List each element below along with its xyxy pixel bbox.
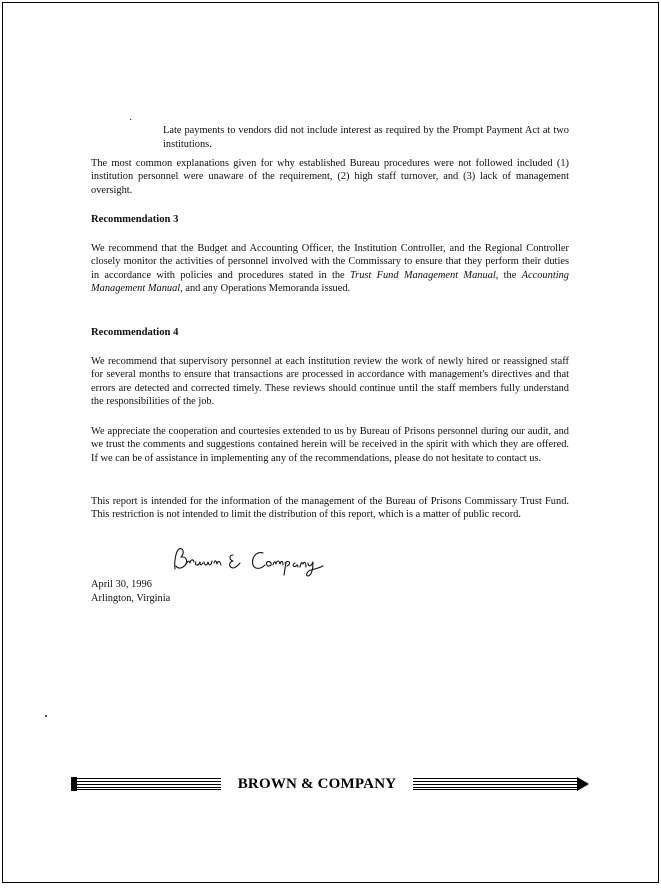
bullet-text: Late payments to vendors did not include interest as required by the Prompt Payment Act at two institutions. <box>163 125 569 150</box>
recommendation-3-text-after: , and any Operations Memoranda issued. <box>180 283 351 295</box>
intended-use-paragraph <box>91 495 569 522</box>
bullet-item <box>91 114 569 162</box>
recommendation-4-text: We recommend that supervisory personnel at each institution review the work of newly hired or reassigned staff for several months to ensure that transactions are processed in accordance with management's directives and that errors are detected and corrected timely. These reviews should continue until the staff members fully understand the responsibilities of the job. <box>91 356 569 408</box>
recommendation-3-text-mid: , the <box>495 269 522 281</box>
report-date: April 30, 1996 <box>91 579 152 590</box>
bullet-marker: · <box>129 115 133 126</box>
trust-fund-manual-title: Trust Fund Management Manual <box>349 269 496 281</box>
footer-rules-right <box>413 778 577 790</box>
recommendation-3-text-before: We recommend that the Budget and Accounting Officer, the Institution Controller, and the Regional Controller closely monitor the activities of personnel involved with the Commissary to ensure that they perform their duties in accordance with policies and procedures stated in the <box>91 243 569 281</box>
appreciation-paragraph <box>91 425 569 465</box>
footer-arrow-icon <box>577 777 589 791</box>
explanations-paragraph <box>91 157 569 197</box>
report-location: Arlington, Virginia <box>91 593 171 604</box>
document-page <box>2 2 659 883</box>
intended-use-text: This report is intended for the information of the management of the Bureau of Prisons Commissary Trust Fund. This restriction is not intended to limit the distribution of this report, which is a matter of public record. <box>91 496 569 521</box>
recommendation-3-paragraph <box>91 242 569 296</box>
scan-artifact-dot <box>45 715 47 717</box>
recommendation-3-text <box>91 242 569 296</box>
footer-rules-left <box>77 778 221 790</box>
appreciation-text: We appreciate the cooperation and courtesies extended to us by Bureau of Prisons personnel during our audit, and we trust the comments and suggestions contained herein will be received in the spirit with which they are offered. If we can be of assistance in implementing any of the recommendations, please do not hesitate to contact us. <box>91 426 569 464</box>
recommendation-3-heading: Recommendation 3 <box>91 214 179 225</box>
signature-image <box>171 543 331 581</box>
accounting-manual-title: Accounting Management Manual <box>91 269 569 295</box>
recommendation-4-heading: Recommendation 4 <box>91 327 179 338</box>
recommendation-4-paragraph <box>91 355 569 409</box>
footer-firm-name: BROWN & COMPANY <box>237 776 397 792</box>
explanations-text: The most common explanations given for why established Bureau procedures were not followed included (1) institution personnel were unaware of the requirement, (2) high staff turnover, and (3) lack of management oversight. <box>91 158 569 196</box>
letterhead-footer <box>71 772 591 796</box>
